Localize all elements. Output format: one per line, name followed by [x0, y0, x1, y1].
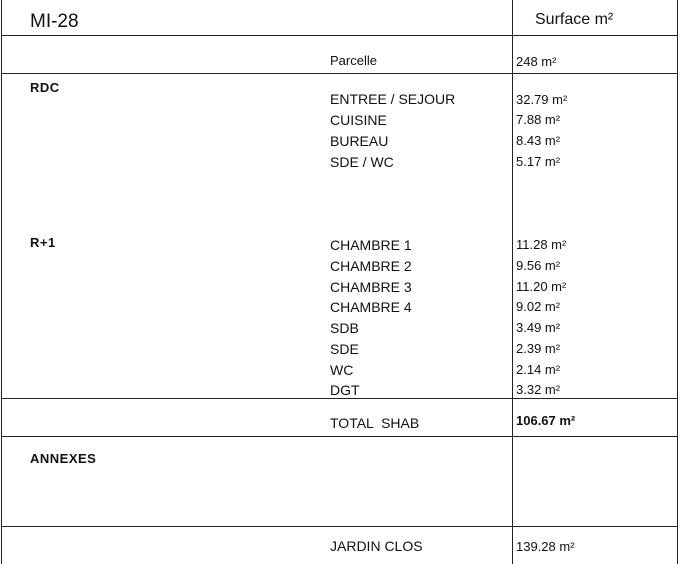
room-name: ENTREE / SEJOUR — [330, 91, 456, 107]
room-area: 11.28 m² — [516, 237, 567, 252]
total-shab-value: 106.67 m² — [516, 413, 576, 428]
parcelle-value: 248 m² — [516, 54, 557, 69]
room-name: SDB — [330, 320, 359, 336]
room-name: CHAMBRE 4 — [330, 299, 412, 315]
room-area: 8.43 m² — [516, 133, 561, 148]
table-left-border — [1, 0, 2, 564]
room-name: DGT — [330, 382, 360, 398]
annex-name: JARDIN CLOS — [330, 538, 423, 554]
room-name: CHAMBRE 2 — [330, 258, 412, 274]
surface-column-header: Surface m² — [535, 11, 614, 28]
room-area: 2.14 m² — [516, 362, 561, 377]
column-divider — [512, 0, 513, 564]
room-area: 11.20 m² — [516, 279, 567, 294]
room-name: SDE / WC — [330, 154, 394, 170]
room-name: WC — [330, 362, 354, 378]
room-name: BUREAU — [330, 133, 389, 149]
section-label-annexes: ANNEXES — [30, 451, 97, 466]
parcelle-divider — [1, 73, 678, 74]
page-title: MI-28 — [30, 11, 79, 32]
total-shab-label: TOTAL SHAB — [330, 415, 420, 431]
room-name: CHAMBRE 3 — [330, 279, 412, 295]
room-area: 9.02 m² — [516, 299, 561, 314]
parcelle-label: Parcelle — [330, 53, 377, 68]
room-name: SDE — [330, 341, 359, 357]
room-area: 32.79 m² — [516, 92, 568, 107]
room-area: 3.32 m² — [516, 382, 561, 397]
total-bottom-divider — [1, 436, 678, 437]
header-divider — [1, 35, 678, 36]
room-area: 2.39 m² — [516, 341, 561, 356]
total-top-divider — [1, 398, 678, 399]
section-label-r1: R+1 — [30, 235, 56, 250]
room-area: 9.56 m² — [516, 258, 561, 273]
room-area: 7.88 m² — [516, 112, 561, 127]
annexes-divider — [1, 526, 678, 527]
room-name: CHAMBRE 1 — [330, 237, 412, 253]
room-name: CUISINE — [330, 112, 387, 128]
room-area: 5.17 m² — [516, 154, 561, 169]
annex-area: 139.28 m² — [516, 539, 575, 554]
section-label-rdc: RDC — [30, 80, 60, 95]
table-right-border — [677, 0, 678, 564]
room-area: 3.49 m² — [516, 320, 561, 335]
